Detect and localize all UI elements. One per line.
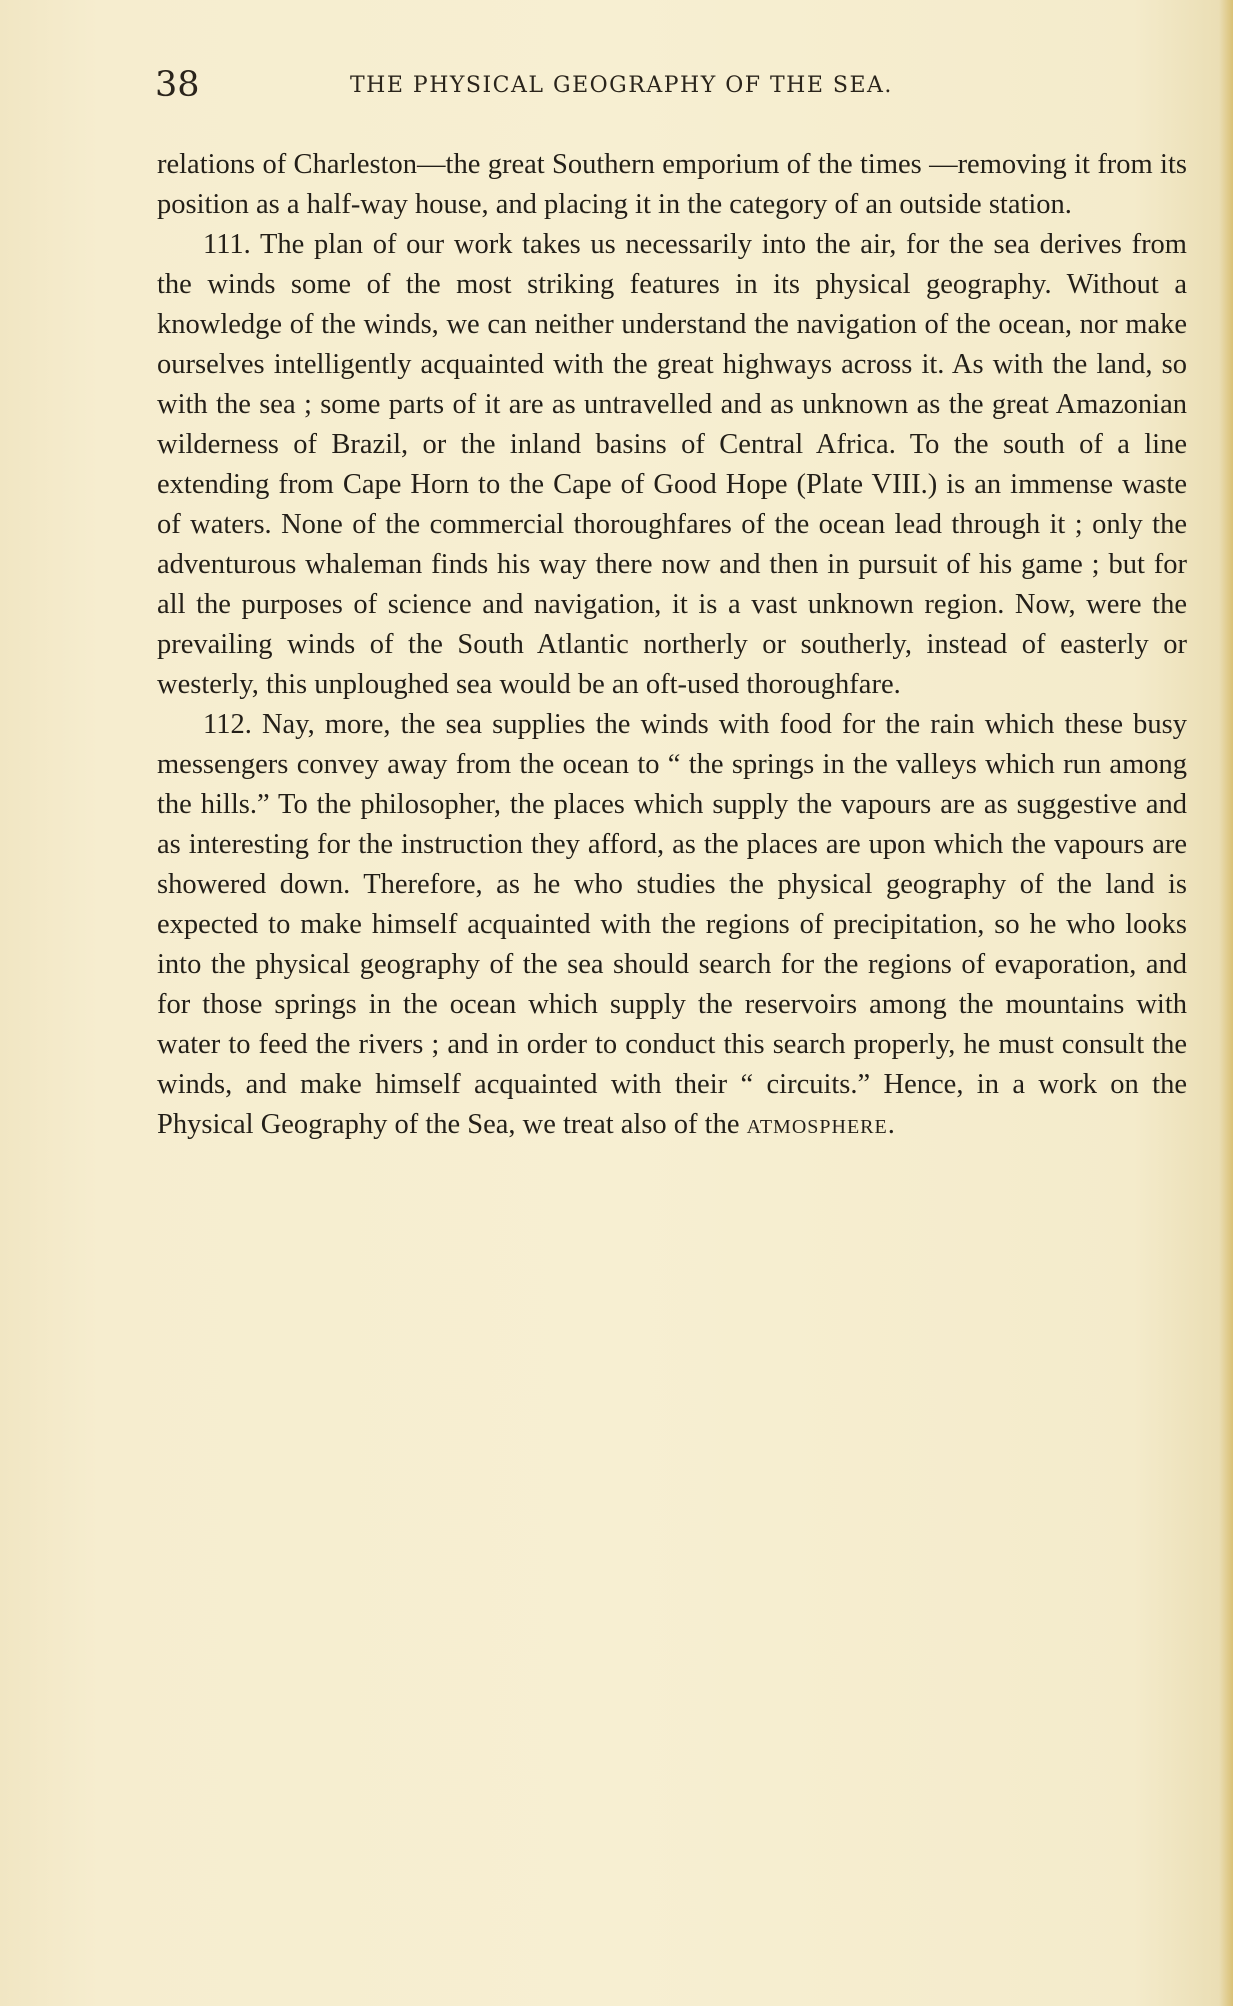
page-edge-shadow — [1219, 0, 1233, 2006]
page-number: 38 — [155, 65, 200, 105]
running-title: THE PHYSICAL GEOGRAPHY OF THE SEA. — [350, 73, 893, 98]
paragraph-number: 111. — [203, 229, 251, 260]
paragraph-continuation — [157, 145, 1187, 225]
paragraph-111 — [157, 225, 1187, 705]
paragraph-text: relations of Charleston—the great Southern emporium of the times —removing it from its position as a half-way house, and placing it in the category of an outside station. — [157, 149, 1187, 220]
paragraph-text: The plan of our work takes us necessarily into the air, for the sea derives from the winds some of the most striking features in its physical geography. Without a knowledge of the winds, we can neither understand the navigation of the ocean, nor make ourselves intelligently acquainted with the great highways across it. As with the land, so with the sea ; some parts of it are as untravelled and as unknown as the great Amazonian wilderness of Brazil, or the inland basins of Central Africa. To the south of a line extending from Cape Horn to the Cape of Good Hope (Plate VIII.) is an immense waste of waters. None of the commercial thoroughfares of the ocean lead through it ; only the adventurous whaleman finds his way there now and then in pursuit of his game ; but for all the purposes of science and navigation, it is a vast unknown region. Now, were the prevailing winds of the South Atlantic northerly or southerly, instead of easterly or westerly, this unploughed sea would be an oft-used thoroughfare. — [157, 229, 1187, 700]
page-header — [155, 60, 1015, 110]
paragraph-text: Nay, more, the sea supplies the winds with food for the rain which these busy messengers convey away from the ocean to “ the springs in the valleys which run among the hills.” To the philosopher, the places which supply the vapours are as suggestive and as interesting for the instruction they afford, as the places are upon which the vapours are showered down. Therefore, as he who studies the physical geography of the land is expected to make himself acquainted with the regions of precipitation, so he who looks into the physical geography of the sea should search for the regions of evaporation, and for those springs in the ocean which supply the reservoirs among the mountains with water to feed the rivers ; and in order to conduct this search properly, he must consult the winds, and make himself acquainted with their “ circuits.” Hence, in a work on the Physical Geography of the Sea, we treat also of the — [157, 709, 1187, 1140]
body-text — [157, 145, 1187, 1145]
paragraph-number: 112. — [203, 709, 252, 740]
small-caps-word: atmosphere. — [746, 1109, 896, 1140]
paragraph-112 — [157, 705, 1187, 1145]
